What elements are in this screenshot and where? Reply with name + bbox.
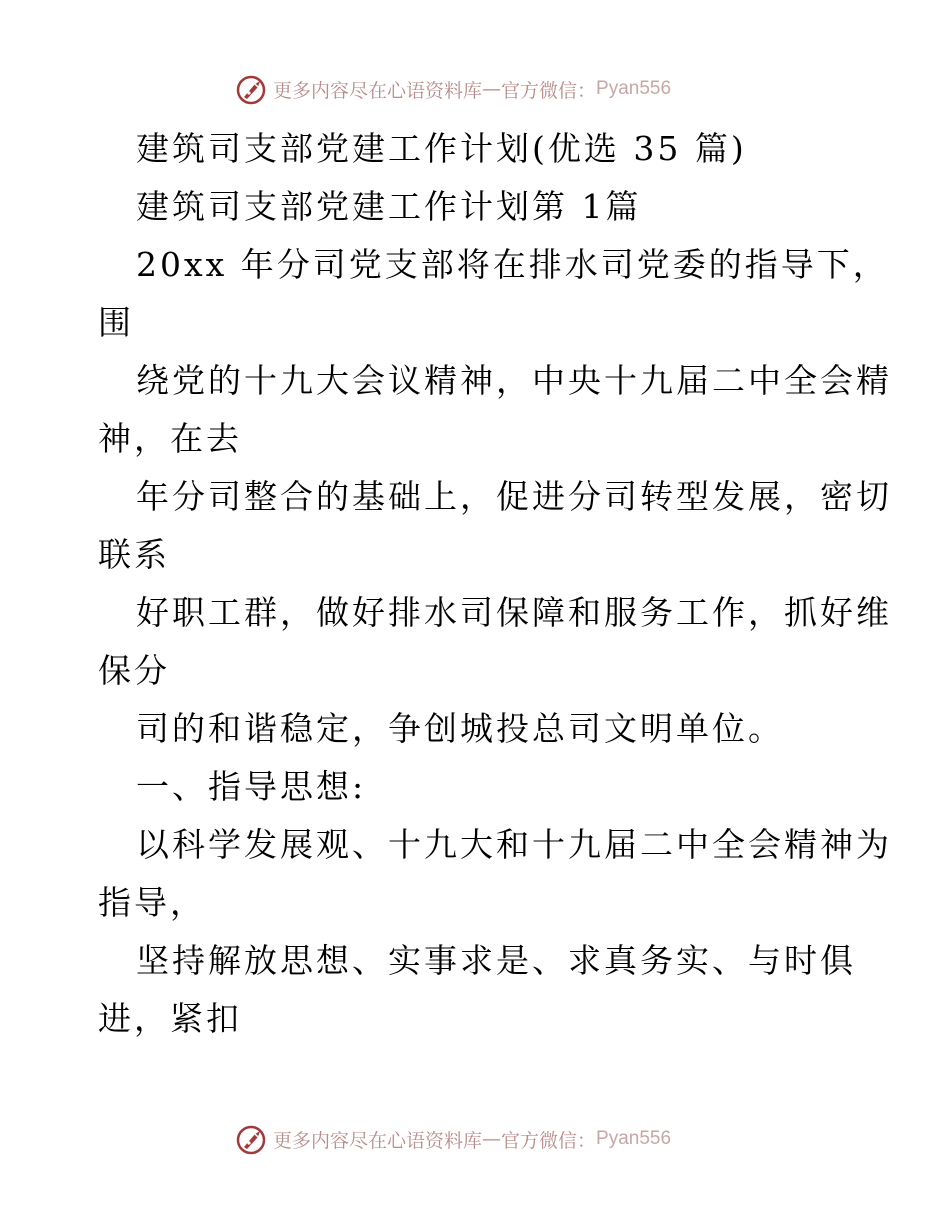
paragraph-line: 绕党的十九大会议精神，中央十九届二中全会精 xyxy=(136,361,892,400)
watermark-text: 更多内容尽在心语资料库 xyxy=(273,1129,483,1152)
paragraph-line: 围 xyxy=(98,303,134,342)
watermark-banner-bottom xyxy=(235,1122,715,1156)
paragraph-line: 好职工群，做好排水司保障和服务工作，抓好维 xyxy=(136,593,892,632)
paragraph-line: 20xx 年分司党支部将在排水司党委的指导下， xyxy=(136,245,889,284)
paragraph-line: 以科学发展观、十九大和十九届二中全会精神为 xyxy=(136,825,892,864)
paragraph-line: 神，在去 xyxy=(98,419,242,458)
subsection-heading: 一、指导思想: xyxy=(136,767,367,806)
document-body xyxy=(98,120,892,1048)
paragraph-line: 年分司整合的基础上，促进分司转型发展，密切 xyxy=(136,477,892,516)
watermark-dash: — xyxy=(482,1128,502,1150)
paragraph-line: 联系 xyxy=(98,535,170,574)
watermark-dash: — xyxy=(482,78,502,100)
watermark-wechat-label: 官方微信： xyxy=(501,79,597,102)
watermark-wechat-label: 官方微信： xyxy=(501,1129,597,1152)
paragraph-line: 司的和谐稳定，争创城投总司文明单位。 xyxy=(136,709,784,748)
pen-nib-logo-icon xyxy=(235,73,267,105)
paragraph-line: 进，紧扣 xyxy=(98,999,242,1038)
pen-nib-logo-icon xyxy=(235,1123,267,1155)
document-title: 建筑司支部党建工作计划(优选 35 篇) xyxy=(136,129,747,168)
watermark-text: 更多内容尽在心语资料库 xyxy=(273,79,483,102)
watermark-wechat-id: Pyan556 xyxy=(596,1128,672,1149)
section-heading: 建筑司支部党建工作计划第 1篇 xyxy=(136,187,642,226)
watermark-banner-top xyxy=(235,72,715,106)
paragraph-line: 保分 xyxy=(98,651,170,690)
paragraph-line: 指导， xyxy=(98,883,206,922)
watermark-wechat-id: Pyan556 xyxy=(596,78,672,99)
paragraph-line: 坚持解放思想、实事求是、求真务实、与时俱 xyxy=(136,941,856,980)
